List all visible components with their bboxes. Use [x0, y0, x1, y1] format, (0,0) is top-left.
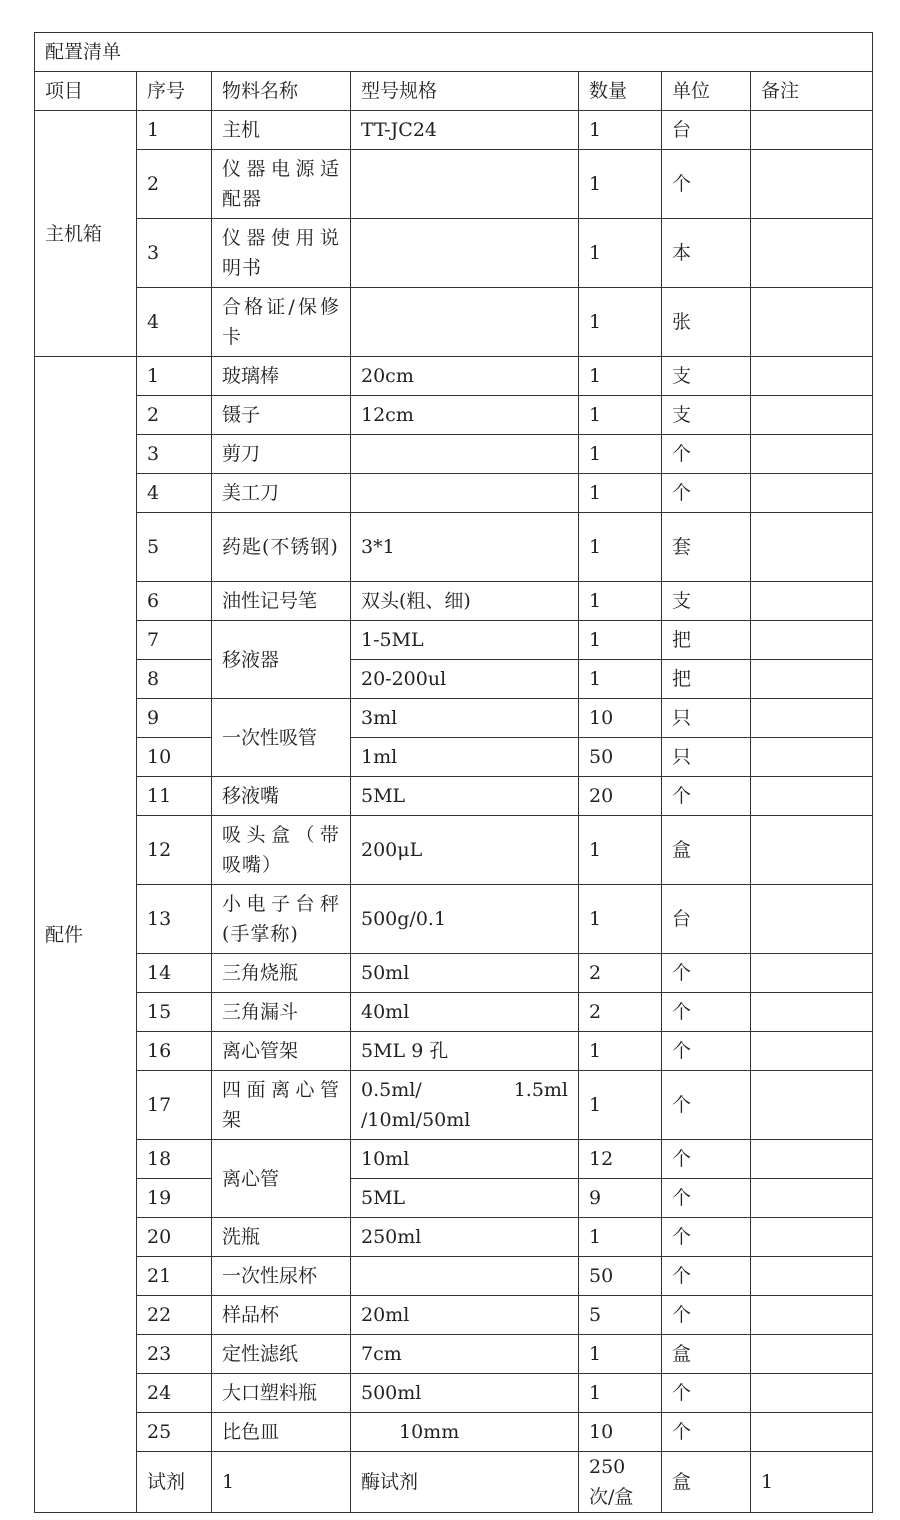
- header-row: [35, 72, 873, 111]
- cell-unit: 盒: [662, 1335, 751, 1374]
- cell-qty: 2: [579, 993, 662, 1032]
- cell-remark: [751, 435, 873, 474]
- cell-unit: 个: [662, 1179, 751, 1218]
- cell-unit: 张: [662, 288, 751, 357]
- cell-qty: 1: [579, 150, 662, 219]
- cell-name: 离心管架: [212, 1032, 351, 1071]
- cell-qty: 10: [579, 699, 662, 738]
- cell-spec: 500ml: [351, 1374, 579, 1413]
- cell-name: 洗瓶: [212, 1218, 351, 1257]
- cell-no: 11: [137, 777, 212, 816]
- table-row: [35, 582, 873, 621]
- cell-unit: 个: [662, 1257, 751, 1296]
- table-row: [35, 396, 873, 435]
- cell-name: 仪器电源适配器: [212, 150, 351, 219]
- cell-name: 吸头盒（带吸嘴）: [212, 816, 351, 885]
- cell-no: 16: [137, 1032, 212, 1071]
- table-row: [35, 816, 873, 885]
- table-row: [35, 1296, 873, 1335]
- cell-no: 7: [137, 621, 212, 660]
- spec-part-a: 0.5ml/: [361, 1079, 422, 1101]
- cell-name: 主机: [212, 111, 351, 150]
- cell-no: 2: [137, 396, 212, 435]
- table-row: [35, 885, 873, 954]
- cell-remark: [751, 660, 873, 699]
- cell-name: 小电子台秤(手掌称): [212, 885, 351, 954]
- cell-no: 9: [137, 699, 212, 738]
- table-row: [35, 1257, 873, 1296]
- cell-no: 1: [137, 357, 212, 396]
- cell-remark: [751, 111, 873, 150]
- table-row: [35, 1452, 873, 1513]
- cell-spec: 20ml: [351, 1296, 579, 1335]
- table-row: [35, 1413, 873, 1452]
- table-row: [35, 777, 873, 816]
- header-item: 项目: [35, 72, 137, 111]
- cell-unit: 个: [662, 777, 751, 816]
- cell-remark: [751, 1413, 873, 1452]
- cell-name: 仪器使用说明书: [212, 219, 351, 288]
- cell-name: 药匙(不锈钢): [212, 513, 351, 582]
- cell-unit: 个: [662, 1374, 751, 1413]
- cell-spec: [351, 474, 579, 513]
- cell-spec: 12cm: [351, 396, 579, 435]
- cell-spec: [351, 1071, 579, 1140]
- table-row: [35, 111, 873, 150]
- cell-spec: 20cm: [351, 357, 579, 396]
- cell-qty: 1: [579, 1071, 662, 1140]
- cell-spec: 500g/0.1: [351, 885, 579, 954]
- cell-unit: 个: [662, 1032, 751, 1071]
- cell-remark: [751, 777, 873, 816]
- cell-no: 25: [137, 1413, 212, 1452]
- cell-spec: 3ml: [351, 699, 579, 738]
- table-row: [35, 1218, 873, 1257]
- cell-spec: 双头(粗、细): [351, 582, 579, 621]
- table-row: [35, 513, 873, 582]
- cell-remark: [751, 699, 873, 738]
- cell-unit: 个: [662, 1413, 751, 1452]
- cell-qty: 1: [579, 513, 662, 582]
- cell-spec: 250ml: [351, 1218, 579, 1257]
- cell-name: 镊子: [212, 396, 351, 435]
- cell-no: 21: [137, 1257, 212, 1296]
- cell-unit: 只: [662, 699, 751, 738]
- cell-unit: 把: [662, 660, 751, 699]
- cell-qty: 1: [579, 219, 662, 288]
- cell-remark: [751, 513, 873, 582]
- cell-remark: [751, 582, 873, 621]
- cell-remark: [751, 1257, 873, 1296]
- cell-unit: 支: [662, 396, 751, 435]
- cell-remark: [751, 1071, 873, 1140]
- table-row: [35, 1374, 873, 1413]
- cell-unit: 盒: [662, 816, 751, 885]
- cell-spec: 5ML: [351, 777, 579, 816]
- cell-remark: [751, 1032, 873, 1071]
- table-row: [35, 954, 873, 993]
- cell-qty: 1: [579, 1374, 662, 1413]
- cell-qty: 1: [579, 435, 662, 474]
- cell-qty: 1: [579, 1335, 662, 1374]
- cell-remark: [751, 219, 873, 288]
- cell-remark: [751, 1140, 873, 1179]
- cell-unit: 支: [662, 582, 751, 621]
- header-spec: 型号规格: [351, 72, 579, 111]
- cell-unit: 个: [662, 1140, 751, 1179]
- cell-name: 大口塑料瓶: [212, 1374, 351, 1413]
- cell-qty: 2: [579, 954, 662, 993]
- header-no: 序号: [137, 72, 212, 111]
- cell-no: 3: [137, 435, 212, 474]
- cell-spec: 10mm: [351, 1413, 579, 1452]
- cell-spec: 5ML 9 孔: [351, 1032, 579, 1071]
- cell-spec: [351, 1257, 579, 1296]
- cell-name: 离心管: [212, 1140, 351, 1218]
- table-title: 配置清单: [35, 33, 873, 72]
- cell-no: 5: [137, 513, 212, 582]
- cell-unit: 本: [662, 219, 751, 288]
- cell-qty: 1: [579, 885, 662, 954]
- table-row: [35, 1335, 873, 1374]
- cell-spec: 1ml: [351, 738, 579, 777]
- cell-qty: 1: [579, 396, 662, 435]
- cell-unit: 个: [662, 993, 751, 1032]
- cell-unit: 个: [662, 1296, 751, 1335]
- table-row: [35, 699, 873, 738]
- cell-unit: 个: [662, 1218, 751, 1257]
- spec-part-c: /10ml/50ml: [361, 1109, 471, 1131]
- cell-qty: 1: [579, 582, 662, 621]
- cell-spec: 1-5ML: [351, 621, 579, 660]
- table-row: [35, 738, 873, 777]
- table-row: [35, 150, 873, 219]
- cell-spec: 10ml: [351, 1140, 579, 1179]
- cell-qty: 1: [579, 357, 662, 396]
- cell-spec: 250 次/盒: [579, 1452, 662, 1513]
- cell-remark: [751, 885, 873, 954]
- group-host: 主机箱: [35, 111, 137, 357]
- cell-qty: 1: [579, 660, 662, 699]
- cell-name: 剪刀: [212, 435, 351, 474]
- cell-qty: 盒: [662, 1452, 751, 1513]
- cell-no: 2: [137, 150, 212, 219]
- cell-name: 合格证/保修卡: [212, 288, 351, 357]
- cell-remark: [751, 1335, 873, 1374]
- cell-unit: 1: [751, 1452, 873, 1513]
- group-accessories: 配件: [35, 357, 137, 1513]
- cell-no: 12: [137, 816, 212, 885]
- cell-spec: 7cm: [351, 1335, 579, 1374]
- cell-spec: 50ml: [351, 954, 579, 993]
- cell-no: 4: [137, 474, 212, 513]
- cell-no: 20: [137, 1218, 212, 1257]
- group-reagent: 试剂: [137, 1452, 212, 1513]
- cell-qty: 1: [579, 288, 662, 357]
- cell-no: 8: [137, 660, 212, 699]
- cell-unit: 套: [662, 513, 751, 582]
- cell-no: 19: [137, 1179, 212, 1218]
- cell-no: 3: [137, 219, 212, 288]
- cell-no: 4: [137, 288, 212, 357]
- cell-no: 23: [137, 1335, 212, 1374]
- cell-qty: 1: [579, 1032, 662, 1071]
- cell-qty: 1: [579, 816, 662, 885]
- cell-no: 6: [137, 582, 212, 621]
- config-table: [34, 32, 873, 1513]
- cell-qty: 50: [579, 738, 662, 777]
- cell-qty: 20: [579, 777, 662, 816]
- table-row: [35, 288, 873, 357]
- cell-name: 移液器: [212, 621, 351, 699]
- cell-unit: 个: [662, 1071, 751, 1140]
- cell-spec: 20-200ul: [351, 660, 579, 699]
- cell-qty: 1: [579, 111, 662, 150]
- cell-name: 样品杯: [212, 1296, 351, 1335]
- cell-name: 定性滤纸: [212, 1335, 351, 1374]
- cell-spec: TT-JC24: [351, 111, 579, 150]
- cell-name: 移液嘴: [212, 777, 351, 816]
- cell-no: 17: [137, 1071, 212, 1140]
- cell-qty: 50: [579, 1257, 662, 1296]
- cell-qty: 1: [579, 621, 662, 660]
- header-qty: 数量: [579, 72, 662, 111]
- cell-unit: 个: [662, 474, 751, 513]
- cell-name: 三角烧瓶: [212, 954, 351, 993]
- cell-remark: [751, 396, 873, 435]
- cell-remark: [751, 474, 873, 513]
- cell-unit: 台: [662, 885, 751, 954]
- cell-unit: 把: [662, 621, 751, 660]
- table-row: [35, 1032, 873, 1071]
- cell-remark: [751, 738, 873, 777]
- cell-name: 酶试剂: [351, 1452, 579, 1513]
- cell-spec: 5ML: [351, 1179, 579, 1218]
- cell-name: 比色皿: [212, 1413, 351, 1452]
- header-name: 物料名称: [212, 72, 351, 111]
- cell-spec: [351, 288, 579, 357]
- table-row: [35, 435, 873, 474]
- table-row: [35, 219, 873, 288]
- cell-unit: 个: [662, 954, 751, 993]
- cell-name: 四面离心管架: [212, 1071, 351, 1140]
- cell-name: 油性记号笔: [212, 582, 351, 621]
- table-row: [35, 357, 873, 396]
- table-row: [35, 993, 873, 1032]
- cell-qty: 9: [579, 1179, 662, 1218]
- cell-remark: [751, 1296, 873, 1335]
- table-row: [35, 1071, 873, 1140]
- table-row: [35, 660, 873, 699]
- cell-no: 1: [137, 111, 212, 150]
- cell-spec: [351, 435, 579, 474]
- cell-unit: 只: [662, 738, 751, 777]
- table-row: [35, 621, 873, 660]
- cell-no: 10: [137, 738, 212, 777]
- cell-no: 15: [137, 993, 212, 1032]
- cell-spec: [351, 219, 579, 288]
- cell-spec: 200μL: [351, 816, 579, 885]
- spec-part-b: 1.5ml: [513, 1079, 568, 1101]
- cell-name: 美工刀: [212, 474, 351, 513]
- cell-spec: [351, 150, 579, 219]
- cell-remark: [751, 993, 873, 1032]
- cell-no: 1: [212, 1452, 351, 1513]
- cell-qty: 12: [579, 1140, 662, 1179]
- cell-qty: 10: [579, 1413, 662, 1452]
- cell-remark: [751, 954, 873, 993]
- cell-unit: 个: [662, 150, 751, 219]
- cell-remark: [751, 288, 873, 357]
- header-unit: 单位: [662, 72, 751, 111]
- cell-no: 18: [137, 1140, 212, 1179]
- cell-name: 三角漏斗: [212, 993, 351, 1032]
- cell-no: 24: [137, 1374, 212, 1413]
- cell-qty: 5: [579, 1296, 662, 1335]
- cell-remark: [751, 1218, 873, 1257]
- cell-unit: 个: [662, 435, 751, 474]
- cell-remark: [751, 1179, 873, 1218]
- cell-remark: [751, 150, 873, 219]
- cell-unit: 台: [662, 111, 751, 150]
- cell-no: 14: [137, 954, 212, 993]
- cell-unit: 支: [662, 357, 751, 396]
- cell-name: 一次性吸管: [212, 699, 351, 777]
- cell-qty: 1: [579, 474, 662, 513]
- cell-remark: [751, 357, 873, 396]
- cell-qty: 1: [579, 1218, 662, 1257]
- cell-no: 22: [137, 1296, 212, 1335]
- table-row: [35, 474, 873, 513]
- cell-name: 玻璃棒: [212, 357, 351, 396]
- cell-spec: 40ml: [351, 993, 579, 1032]
- cell-no: 13: [137, 885, 212, 954]
- cell-spec: 3*1: [351, 513, 579, 582]
- cell-name: 一次性尿杯: [212, 1257, 351, 1296]
- table-row: [35, 1179, 873, 1218]
- header-remark: 备注: [751, 72, 873, 111]
- cell-remark: [751, 621, 873, 660]
- table-row: [35, 1140, 873, 1179]
- cell-remark: [751, 816, 873, 885]
- cell-remark: [751, 1374, 873, 1413]
